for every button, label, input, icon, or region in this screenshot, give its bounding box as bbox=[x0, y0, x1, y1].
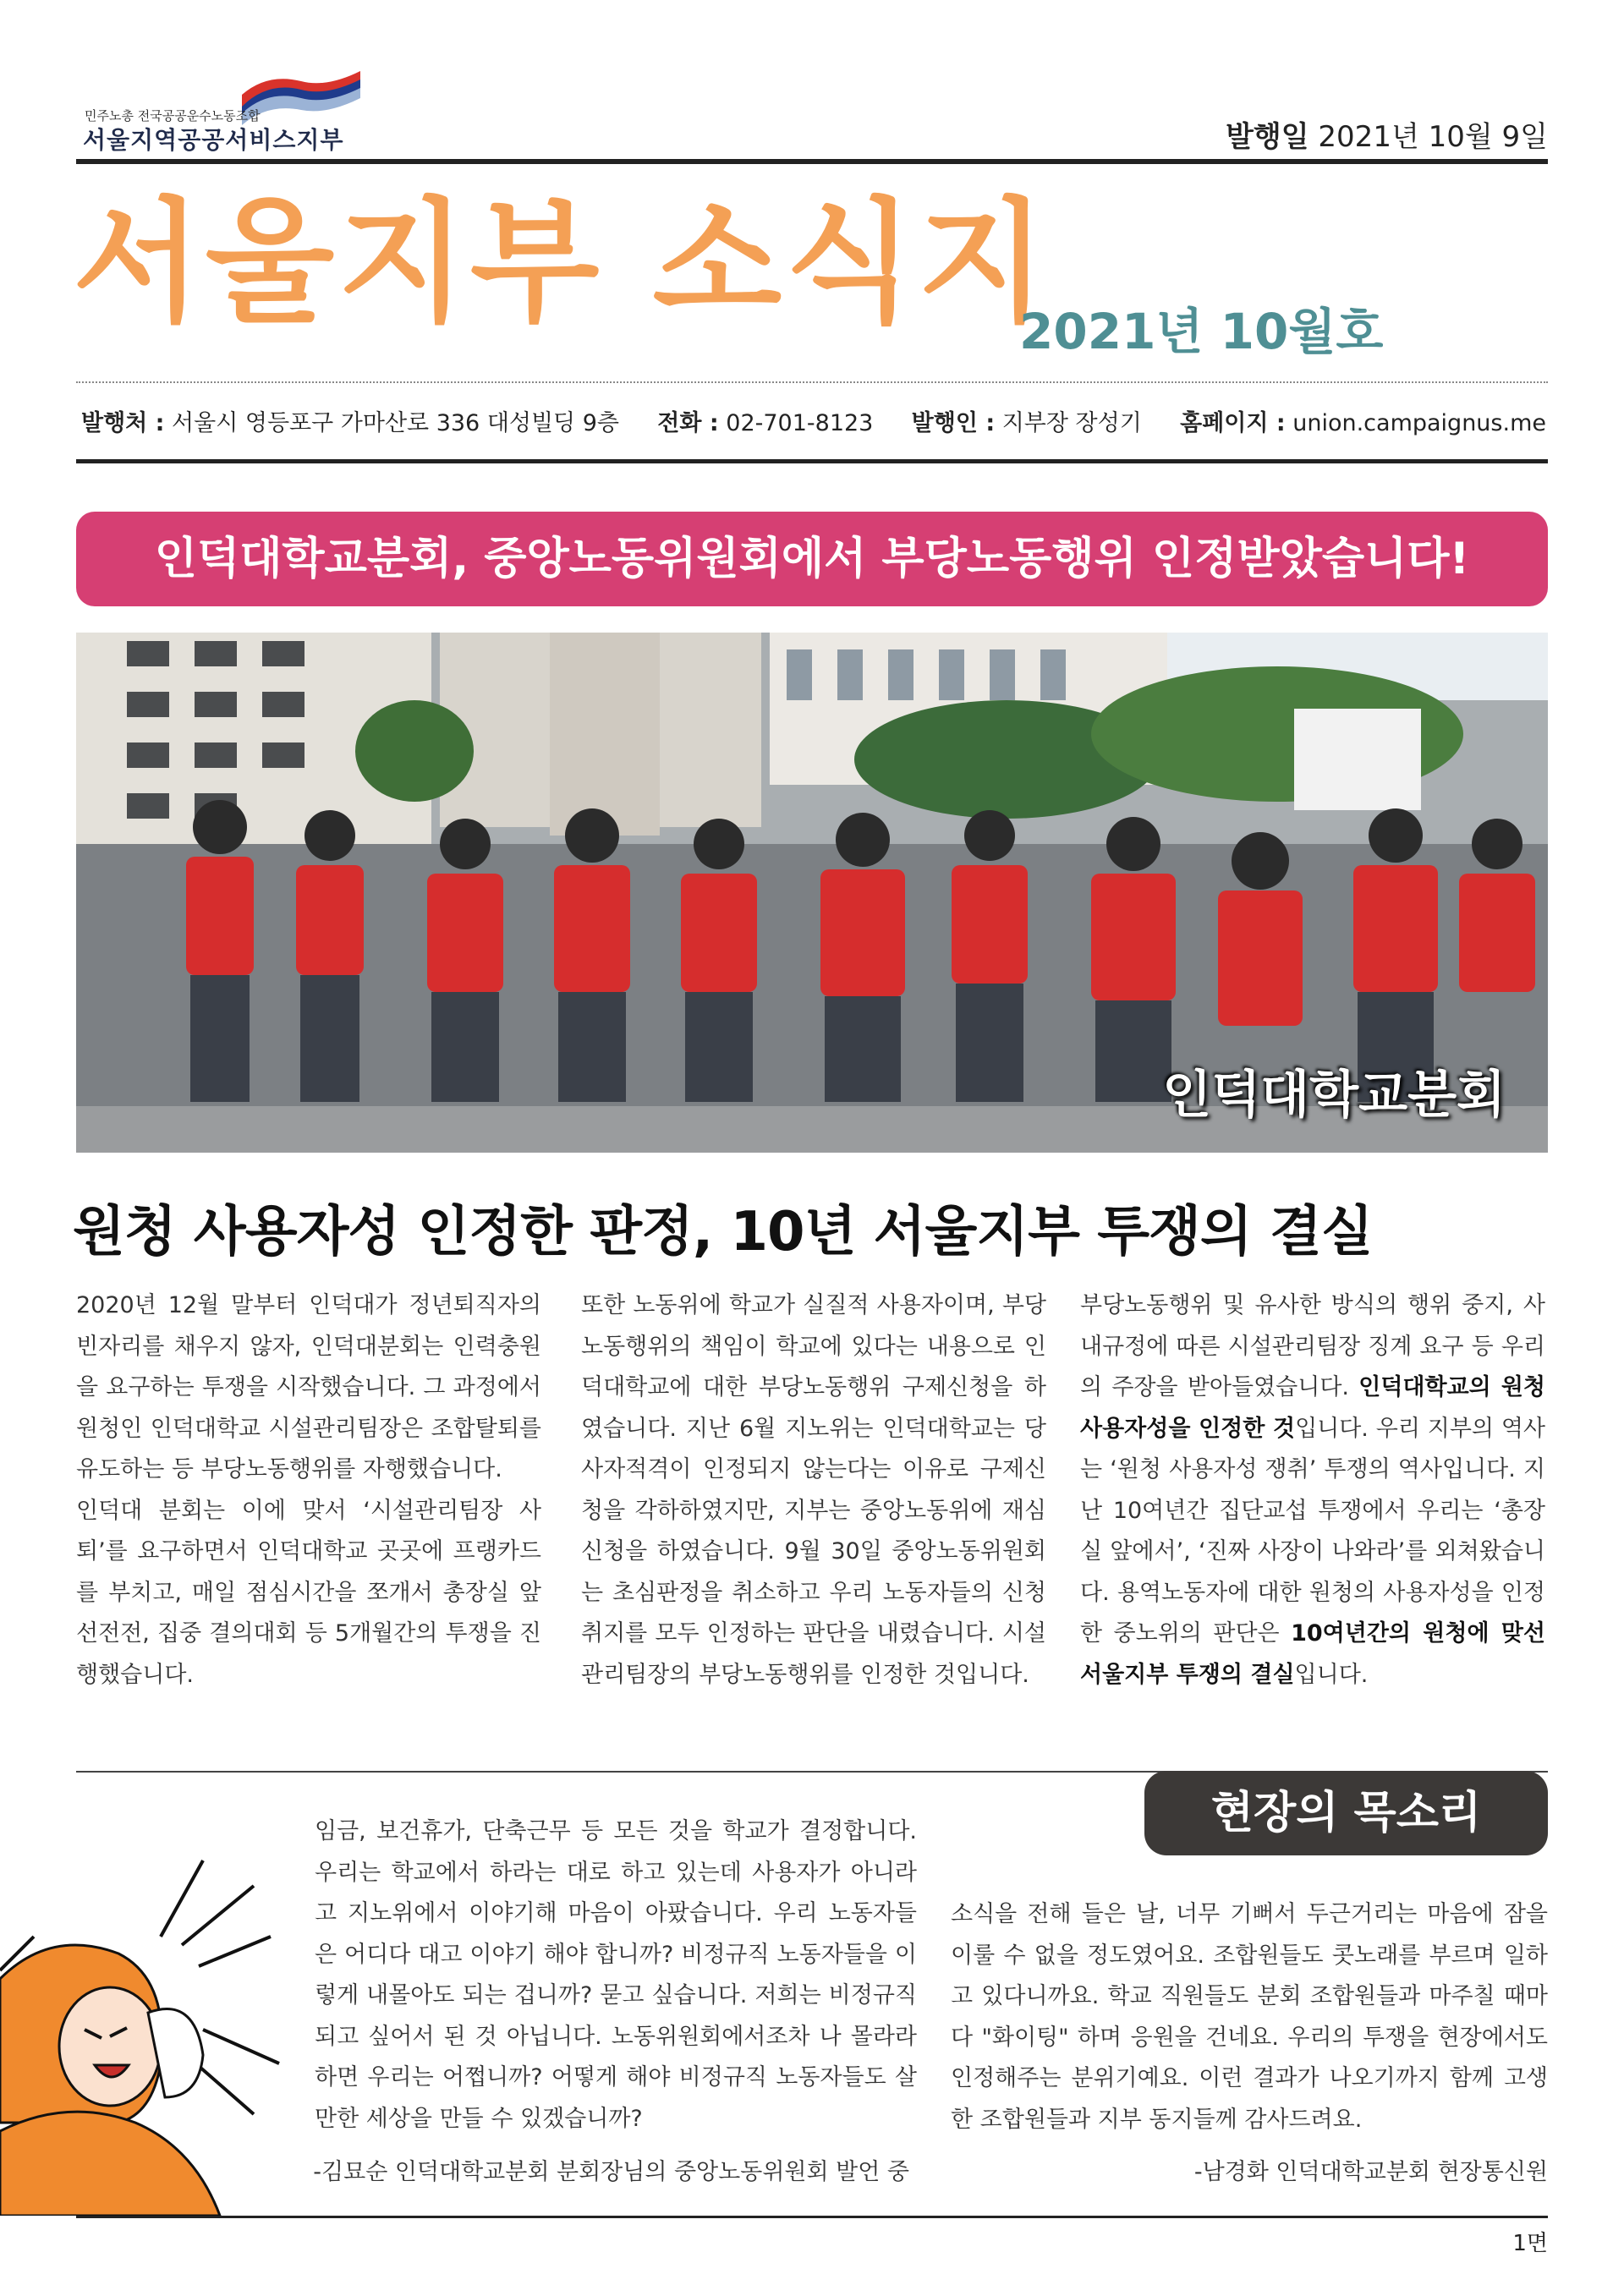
voice-citation-2: -남경화 인덕대학교분회 현장통신원 bbox=[1193, 2159, 1548, 2185]
phone-value: 02-701-8123 bbox=[726, 410, 874, 436]
homepage-info bbox=[1180, 404, 1546, 437]
pubdate-label: 발행일 bbox=[1226, 120, 1309, 154]
publisher-label: 발행처 : bbox=[81, 410, 165, 436]
article-column-1 bbox=[76, 1285, 541, 1696]
homepage-value[interactable]: union.campaignus.me bbox=[1292, 410, 1546, 436]
article-paragraph bbox=[1080, 1285, 1545, 1696]
voice-citation-1: -김묘순 인덕대학교분회 분회장님의 중앙노동위원회 발언 중 bbox=[313, 2159, 909, 2185]
article-text: 입니다. 우리 지부의 역사는 ‘원청 사용자성 쟁취’ 투쟁의 역사입니다. 지난 10여년간 집단교섭 투쟁에서 우리는 ‘총장실 앞에서’, ‘진짜 사장이 나와라’를 외쳐왔습니다. 용역노동자에 대한 원청의 사용자성을 인정한 중노위의 판단은 bbox=[1080, 1415, 1545, 1647]
issue-label: 2021년 10월호 bbox=[1019, 303, 1384, 360]
article-paragraph: 또한 노동위에 학교가 실질적 사용자이며, 부당노동행위의 책임이 학교에 있다는 내용으로 인덕대학교에 대한 부당노동행위 구제신청을 하였습니다. 지난 6월 지노위는 인덕대학교는 당사자적격이 인정되지 않는다는 이유로 구제신청을 각하하였지만, 지부는 중앙노동위에 재심 신청을 하였습니다. 9월 30일 중앙노동위원회는 초심판정을 취소하고 우리 노동자들의 신청취지를 모두 인정하는 판단을 내렸습니다. 시설관리팀장의 부당노동행위를 인정한 것입니다. bbox=[581, 1292, 1046, 1688]
phone-info bbox=[657, 404, 873, 437]
article-paragraph: 2020년 12월 말부터 인덕대가 정년퇴직자의 빈자리를 채우지 않자, 인덕대분회는 인력충원을 요구하는 투쟁을 시작했습니다. 그 과정에서 원청인 인덕대학교 시설관리팀장은 조합탈퇴를 유도하는 등 부당노동행위를 자행했습니다. bbox=[76, 1292, 541, 1482]
info-rule bbox=[76, 459, 1548, 463]
photo-caption: 인덕대학교분회 bbox=[1162, 1066, 1506, 1125]
publisher-info-bar bbox=[81, 404, 1546, 437]
issuer-value: 지부장 장성기 bbox=[1001, 410, 1142, 436]
logo-subtitle: 민주노총 전국공공운수노동조합 bbox=[85, 108, 261, 123]
article-headline: 원청 사용자성 인정한 판정, 10년 서울지부 투쟁의 결실 bbox=[73, 1201, 1373, 1263]
issuer-info bbox=[912, 404, 1142, 437]
publication-date bbox=[1226, 113, 1548, 155]
article-column-3 bbox=[1080, 1285, 1545, 1696]
homepage-label: 홈페이지 : bbox=[1180, 410, 1286, 436]
article-text: 입니다. bbox=[1294, 1661, 1369, 1688]
publisher-value: 서울시 영등포구 가마산로 336 대성빌딩 9층 bbox=[172, 410, 619, 436]
pubdate-value: 2021년 10월 9일 bbox=[1318, 120, 1548, 154]
newsletter-title: 서울지부 소식지 bbox=[73, 185, 1051, 341]
voice-quote-2: 소식을 전해 들은 날, 너무 기뻐서 두근거리는 마음에 잠을 이룰 수 없을 정도였어요. 조합원들도 콧노래를 부르며 일하고 있다니까요. 학교 직원들도 분회 조합원들과 마주칠 때마다 "화이팅" 하며 응원을 건네요. 우리의 투쟁을 현장에서도 인정해주는 분위기예요. 이런 결과가 나오기까지 함께 고생한 조합원들과 지부 동지들께 감사드려요. bbox=[951, 1901, 1548, 2133]
headline-banner: 인덕대학교분회, 중앙노동위원회에서 부당노동행위 인정받았습니다! bbox=[76, 512, 1548, 606]
phone-label: 전화 : bbox=[657, 410, 719, 436]
shouting-woman-illustration bbox=[0, 1844, 304, 2216]
article-column-2 bbox=[581, 1285, 1046, 1696]
page-number: 1면 bbox=[1512, 2231, 1548, 2256]
article-text: 부당노동행위 및 유사한 방식의 행위 중지, 사내규정에 따른 시설관리팀장 징계 요구 등 우리의 주장을 받아들였습니다. bbox=[1080, 1292, 1545, 1400]
dotted-divider bbox=[76, 381, 1548, 383]
header-rule bbox=[76, 159, 1548, 164]
footer-rule bbox=[76, 2216, 1548, 2218]
issuer-label: 발행인 : bbox=[911, 410, 996, 436]
article-emphasis: 인덕대학교의 원청 사용자성을 인정한 것 bbox=[1080, 1374, 1545, 1442]
article-emphasis: 10여년간의 원청에 맞선 서울지부 투쟁의 결실 bbox=[1080, 1620, 1545, 1688]
union-logo bbox=[81, 69, 369, 154]
logo-title: 서울지역공공서비스지부 bbox=[83, 126, 344, 154]
voice-quote-1: 임금, 보건휴가, 단축근무 등 모든 것을 학교가 결정합니다. 우리는 학교에서 하라는 대로 하고 있는데 사용자가 아니라고 지노위에서 이야기해 마음이 아팠습니다. 우리 노동자들은 어디다 대고 이야기 해야 합니까? 비정규직 노동자들을 이렇게 내몰아도 되는 겁니까? 묻고 싶습니다. 저희는 비정규직 되고 싶어서 된 것 아닙니다. 노동위원회에서조차 나 몰라라 하면 우리는 어쩝니까? 어떻게 해야 비정규직 노동자들도 살만한 세상을 만들 수 있겠습니까? bbox=[315, 1818, 917, 2132]
publisher-info bbox=[81, 404, 619, 437]
article-paragraph: 인덕대 분회는 이에 맞서 ‘시설관리팀장 사퇴’를 요구하면서 인덕대학교 곳곳에 프랭카드를 부치고, 매일 점심시간을 쪼개서 총장실 앞 선전전, 집중 결의대회 등 5개월간의 투쟁을 진행했습니다. bbox=[76, 1497, 541, 1688]
voice-section-tag: 현장의 목소리 bbox=[1144, 1771, 1548, 1855]
rally-photo bbox=[76, 633, 1548, 1153]
